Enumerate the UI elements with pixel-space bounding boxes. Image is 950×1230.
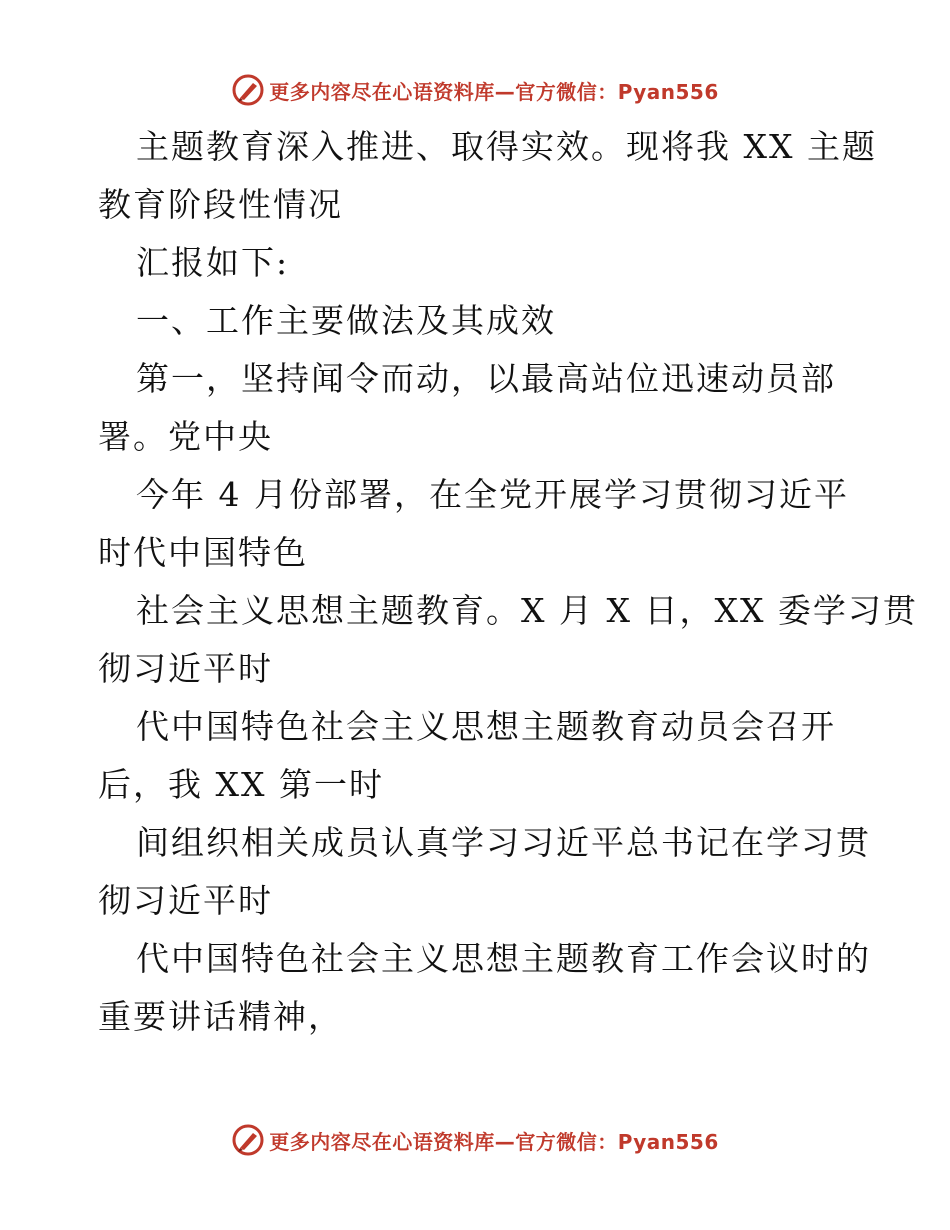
pen-logo-icon <box>231 73 265 107</box>
document-body <box>98 118 918 1046</box>
text-line: 代中国特色社会主义思想主题教育动员会召开 <box>136 707 836 746</box>
text-line: 时代中国特色 <box>98 533 308 572</box>
text-line: 主题教育深入推进、取得实效。现将我 XX 主题 <box>136 127 877 166</box>
footer-banner-text: 更多内容尽在心语资料库—官方微信：Pyan556 <box>269 1129 719 1154</box>
text-line: 间组织相关成员认真学习习近平总书记在学习贯 <box>136 823 871 862</box>
text-line: 第一，坚持闻令而动，以最高站位迅速动员部 <box>136 359 836 398</box>
text-line: 重要讲话精神， <box>98 997 343 1036</box>
text-line: 汇报如下: <box>136 243 290 282</box>
header-banner <box>0 68 950 112</box>
text-line: 彻习近平时 <box>98 649 273 688</box>
footer-banner <box>0 1118 950 1162</box>
text-line: 后，我 XX 第一时 <box>98 765 384 804</box>
text-line: 彻习近平时 <box>98 881 273 920</box>
text-line: 教育阶段性情况 <box>98 185 343 224</box>
text-line: 一、工作主要做法及其成效 <box>136 301 556 340</box>
text-line: 署。党中央 <box>98 417 273 456</box>
pen-logo-icon <box>231 1123 265 1157</box>
text-line: 代中国特色社会主义思想主题教育工作会议时的 <box>136 939 871 978</box>
header-banner-text: 更多内容尽在心语资料库—官方微信：Pyan556 <box>269 79 719 104</box>
text-line: 社会主义思想主题教育。X 月 X 日，XX 委学习贯 <box>136 591 918 630</box>
text-line: 今年 4 月份部署，在全党开展学习贯彻习近平 <box>136 475 849 514</box>
